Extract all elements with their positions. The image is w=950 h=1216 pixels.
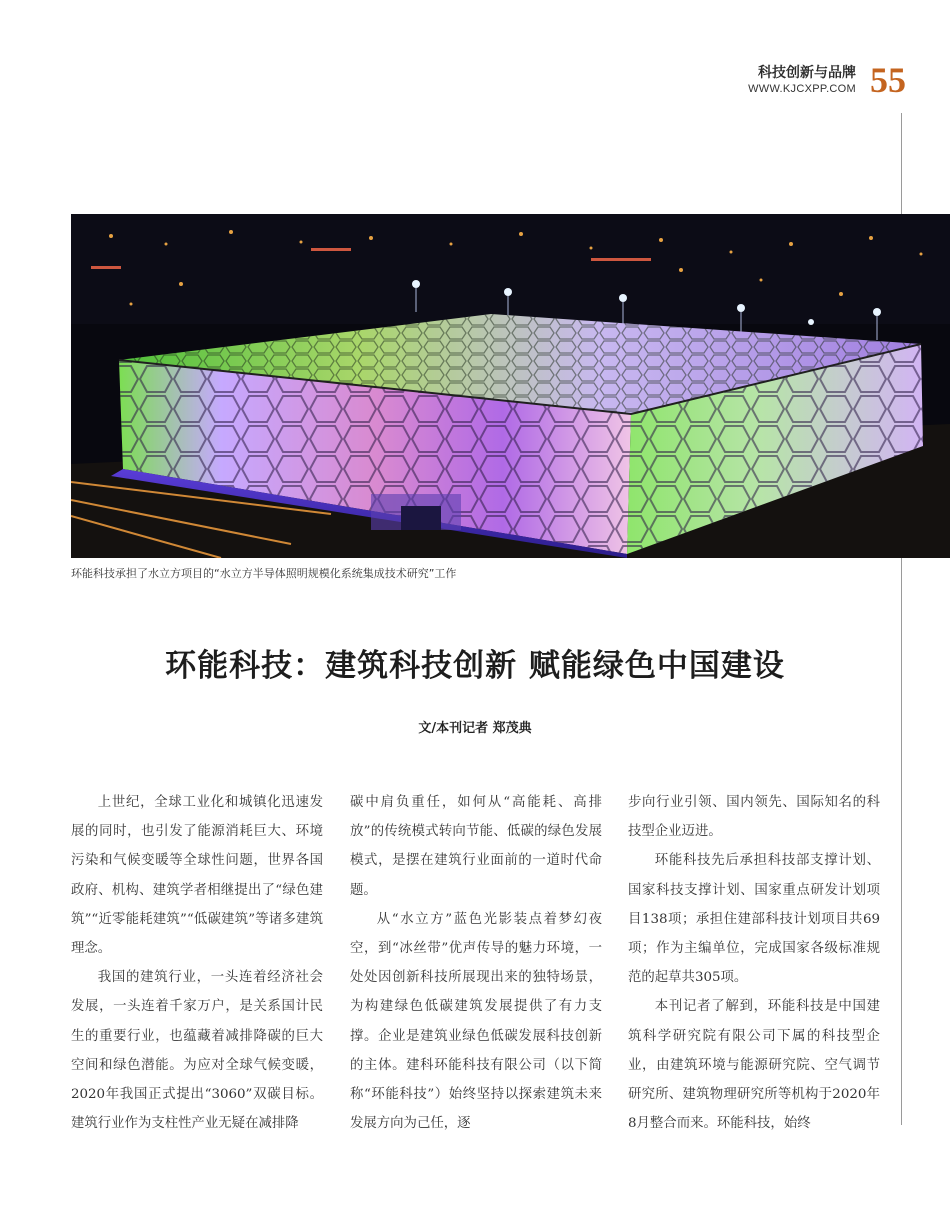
body-column-1: [71, 788, 323, 1138]
body-column-3: [628, 788, 880, 1138]
article-byline: 文/本刊记者 郑茂典: [418, 721, 532, 736]
paragraph: 本刊记者了解到，环能科技是中国建筑科学研究院有限公司下属的科技型企业，由建筑环境与能源研究院、空气调节研究所、建筑物理研究所等机构于2020年8月整合而来。环能科技，始终: [628, 999, 880, 1132]
site-url[interactable]: WWW.KJCXPP.COM: [748, 83, 856, 95]
paragraph: 上世纪，全球工业化和城镇化迅速发展的同时，也引发了能源消耗巨大、环境污染和气候变暖等全球性问题，世界各国政府、机构、建筑学者相继提出了“绿色建筑”“近零能耗建筑”“低碳建筑”等诸多建筑理念。: [71, 795, 323, 957]
hero-photo: [71, 214, 950, 558]
photo-caption: 环能科技承担了水立方项目的“水立方半导体照明规模化系统集成技术研究”工作: [71, 567, 457, 580]
water-cube-night-illustration: [71, 214, 950, 558]
paragraph: 从“水立方”蓝色光影装点着梦幻夜空，到“冰丝带”优声传导的魅力环境，一处处因创新科技所展现出来的独特场景，为构建绿色低碳建筑发展提供了有力支撑。企业是建筑业绿色低碳发展科技创新的主体。建科环能科技有限公司（以下简称“环能科技”）始终坚持以探索建筑未来发展方向为己任，逐: [350, 911, 602, 1132]
paragraph: 环能科技先后承担科技部支撑计划、国家科技支撑计划、国家重点研发计划项目138项；承担住建部科技计划项目共69项；作为主编单位，完成国家各级标准规范的起草共305项。: [628, 853, 880, 986]
paragraph: 碳中肩负重任，如何从“高能耗、高排放”的传统模式转向节能、低碳的绿色发展模式，是摆在建筑行业面前的一道时代命题。: [350, 795, 602, 898]
paragraph: 步向行业引领、国内领先、国际知名的科技型企业迈进。: [628, 795, 880, 840]
article-headline: 环能科技：建筑科技创新 赋能绿色中国建设: [165, 648, 785, 684]
running-header: [748, 62, 906, 98]
body-column-2: [350, 788, 602, 1138]
paragraph: 我国的建筑行业，一头连着经济社会发展，一头连着千家万户，是关系国计民生的重要行业，也蕴藏着减排降碳的巨大空间和绿色潜能。为应对全球气候变暖，2020年我国正式提出“3060”双碳目标。建筑行业作为支柱性产业无疑在减排降: [71, 970, 323, 1132]
page-number: 55: [870, 60, 906, 100]
section-title: 科技创新与品牌: [758, 65, 856, 81]
header-text: [748, 64, 856, 96]
